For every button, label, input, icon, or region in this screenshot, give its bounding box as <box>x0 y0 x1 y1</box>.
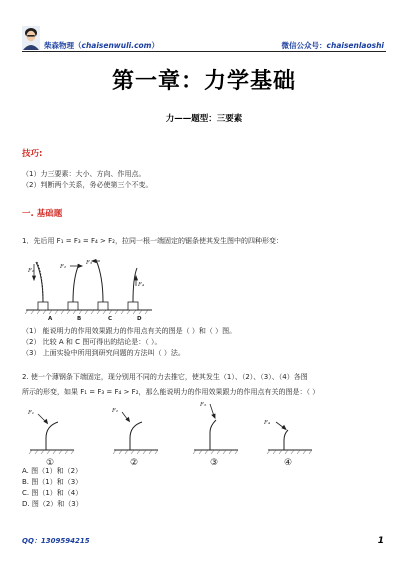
q1-panel-d: D <box>137 316 142 322</box>
author-avatar <box>22 26 40 50</box>
q1-figure <box>24 258 154 322</box>
q1-sub-3: （3） 上面实验中所用到研究问题的方法叫（ ）法。 <box>22 349 185 357</box>
brand-url[interactable]: chaisenwuli.com <box>81 41 152 50</box>
q1-panel-a: A <box>48 316 53 322</box>
tips-heading: 技巧: <box>22 149 43 159</box>
q2-panel-4: ④ <box>284 458 293 468</box>
q2-stem-line-2: 所示的形变，如果 F₁ = F₃ = F₄ > F₂，那么能说明力的作用效果跟力的作用点有关的图是：（ ） <box>22 388 320 396</box>
footer-qq: QQ：1309594215 <box>22 537 90 545</box>
q2-panel-1: ① <box>46 458 55 468</box>
q1-label-f1: F₁ <box>28 268 35 274</box>
header-wechat <box>282 40 384 51</box>
tip-line-2: （2）判断两个关系，务必使第三个不变。 <box>22 181 153 189</box>
q2-label-f2: F₂ <box>112 408 119 414</box>
q1-panel-b: B <box>77 316 82 322</box>
q1-label-f2: F₂ <box>60 264 67 270</box>
header-divider <box>22 51 386 52</box>
q2-label-f3: F₃ <box>200 402 207 408</box>
wechat-id: chaisenlaoshi <box>326 41 384 50</box>
header-brand: 柴森物理（chaisenwuli.com） <box>44 41 159 50</box>
q2-stem-line-1: 2. 使一个薄钢条下端固定，现分别用不同的力去推它，使其发生（1）、（2）、（3）、（4）各图 <box>22 373 308 381</box>
q1-sub-2: （2） 比较 A 和 C 图可得出的结论是：（ ）。 <box>22 338 162 346</box>
tip-line-1: （1）力三要素：大小、方向、作用点。 <box>22 170 146 178</box>
section-subtitle: 力——题型：三要素 <box>165 114 243 124</box>
q1-label-f4: F₄ <box>138 282 145 288</box>
q2-option-d: D. 图（2）和（3） <box>22 500 83 508</box>
section-heading: 一. 基础题 <box>22 209 63 219</box>
wechat-label: 微信公众号： <box>281 41 327 50</box>
q2-option-b: B. 图（1）和（3） <box>22 478 83 486</box>
brand-name: 柴森物理 <box>44 41 74 50</box>
q1-label-f3: F₃ <box>86 260 93 266</box>
q2-option-c: C. 图（1）和（4） <box>22 489 83 497</box>
chapter-title: 第一章：力学基础 <box>111 68 296 94</box>
q2-panel-2: ② <box>130 458 139 468</box>
q1-sub-1: （1） 能说明力的作用效果跟力的作用点有关的图是（ ）和（ ）图。 <box>22 327 237 335</box>
q2-panel-3: ③ <box>210 458 219 468</box>
q1-stem: 1．先后用 F₁ = F₃ = F₄ > F₂，拉同一根一端固定的锯条使其发生图中的四种形变： <box>22 237 283 245</box>
q2-figure <box>24 400 314 468</box>
q2-label-f4: F₄ <box>264 420 271 426</box>
q2-label-f1: F₁ <box>28 410 35 416</box>
q1-panel-c: C <box>108 316 113 322</box>
q2-option-a: A. 图（1）和（2） <box>22 467 83 475</box>
page-number: 1 <box>377 536 384 546</box>
